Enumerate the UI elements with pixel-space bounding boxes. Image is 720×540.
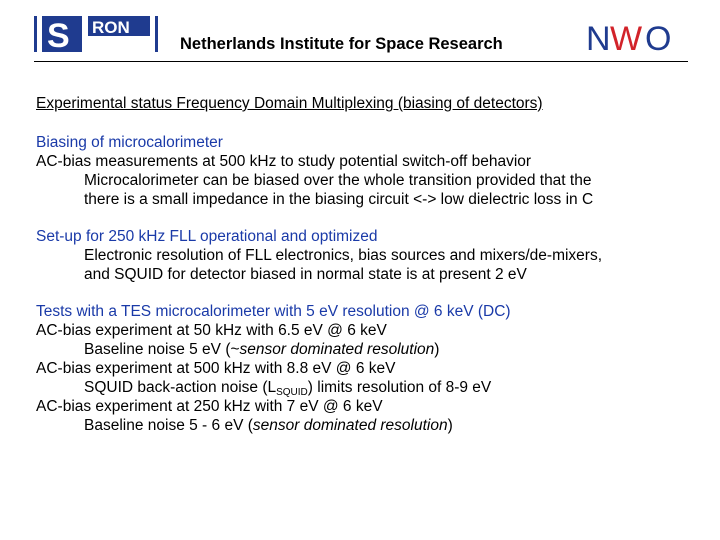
sub-bullet-line: Electronic resolution of FLL electronics, bias sources and mixers/de-mixers, (84, 247, 603, 264)
section-heading: Biasing of microcalorimeter (36, 134, 223, 151)
bullet-line: AC-bias measurements at 500 kHz to study potential switch-off behavior (36, 153, 532, 170)
sub-bullet-line: there is a small impedance in the biasing circuit <-> low dielectric loss in C (84, 191, 594, 208)
sub-bullet-line: Baseline noise 5 - 6 eV (sensor dominated resolution) (84, 417, 453, 434)
nwo-logo (586, 18, 680, 59)
svg-text:O: O (645, 20, 672, 54)
sron-logo (34, 14, 162, 59)
svg-text:RON: RON (92, 18, 130, 37)
section-heading: Tests with a TES microcalorimeter with 5 eV resolution @ 6 keV (DC) (36, 303, 511, 320)
svg-text:S: S (47, 17, 70, 54)
bullet-line: AC-bias experiment at 50 kHz with 6.5 eV @ 6 keV (36, 322, 387, 339)
bullet-line: AC-bias experiment at 500 kHz with 8.8 eV @ 6 keV (36, 360, 396, 377)
svg-text:N: N (586, 20, 611, 54)
sub-bullet-line: Microcalorimeter can be biased over the whole transition provided that the (84, 172, 592, 189)
sub-bullet-line: Baseline noise 5 eV (~sensor dominated resolution) (84, 341, 440, 358)
institute-name: Netherlands Institute for Space Research (180, 35, 503, 53)
section-heading: Set-up for 250 kHz FLL operational and optimized (36, 228, 378, 245)
svg-text:W: W (610, 20, 643, 54)
slide-title: Experimental status Frequency Domain Multiplexing (biasing of detectors) (36, 95, 543, 112)
header-rule (34, 61, 688, 62)
sub-bullet-line: SQUID back-action noise $(L_{SQUID})$ limits resolution of 8-9 eV (84, 379, 492, 398)
bullet-line: AC-bias experiment at 250 kHz with 7 eV @ 6 keV (36, 398, 383, 415)
sub-bullet-line: and SQUID for detector biased in normal state is at present 2 eV (84, 266, 527, 283)
slide-header (0, 0, 720, 70)
slide-content (36, 94, 706, 435)
